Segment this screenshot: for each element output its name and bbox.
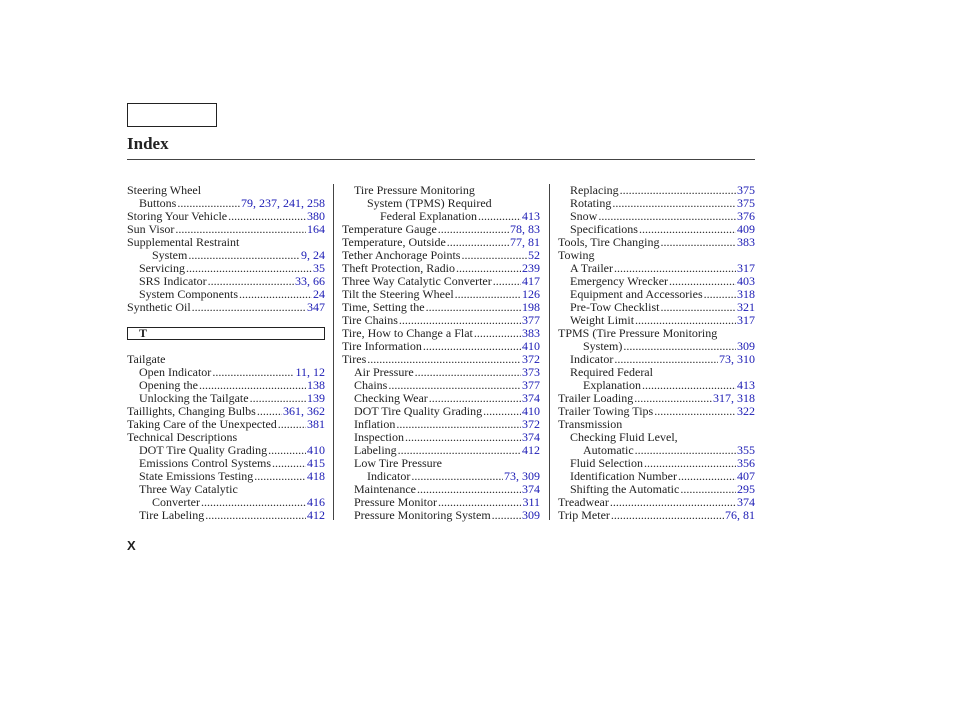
- page-reference-link[interactable]: 295: [737, 482, 755, 496]
- index-entry-label: Inflation: [354, 417, 396, 431]
- index-entry-label: Pressure Monitoring System: [354, 508, 491, 522]
- page-reference-link[interactable]: 318: [737, 287, 755, 301]
- page-reference-link[interactable]: 383: [737, 235, 755, 249]
- page-reference-link[interactable]: 377: [522, 378, 540, 392]
- page-reference-link[interactable]: 415: [307, 456, 325, 470]
- index-entry-label: Temperature, Outside: [342, 235, 446, 249]
- leader-dots: [415, 366, 521, 379]
- leader-dots: [201, 496, 306, 509]
- page-title: Index: [127, 134, 169, 153]
- leader-dots: [620, 184, 736, 197]
- index-entry-label: Labeling: [354, 443, 397, 457]
- page-reference-link[interactable]: 309: [522, 508, 540, 522]
- page-reference-link[interactable]: 317: [737, 313, 755, 327]
- index-entry-label: Towing: [558, 248, 595, 262]
- leader-dots: [411, 470, 503, 483]
- index-entry-label: SRS Indicator: [139, 274, 207, 288]
- index-entry-label: Three Way Catalytic Converter: [342, 274, 492, 288]
- chapter-tab-box: [127, 103, 217, 127]
- index-entry-label: Rotating: [570, 196, 612, 210]
- index-entry-label: Tire Labeling: [139, 508, 205, 522]
- index-column-2: [342, 184, 540, 522]
- page-reference-link[interactable]: 410: [522, 339, 540, 353]
- page-reference-link[interactable]: 418: [307, 469, 325, 483]
- page-reference-link[interactable]: 380: [307, 209, 325, 223]
- page-reference-link[interactable]: 164: [307, 222, 325, 236]
- index-entry-label: Open Indicator: [139, 365, 212, 379]
- index-entry: [127, 509, 325, 522]
- page-reference-link[interactable]: 139: [307, 391, 325, 405]
- index-entry-label: Maintenance: [354, 482, 416, 496]
- page-reference-link[interactable]: 11, 12: [295, 365, 325, 379]
- column-divider: [549, 184, 550, 520]
- index-entry-label: Servicing: [139, 261, 185, 275]
- leader-dots: [661, 236, 736, 249]
- leader-dots: [635, 444, 736, 457]
- index-column-3: [558, 184, 755, 522]
- leader-dots: [272, 457, 306, 470]
- page-reference-link[interactable]: 412: [307, 508, 325, 522]
- page-reference-link[interactable]: 374: [522, 391, 540, 405]
- page-reference-link[interactable]: 35: [313, 261, 325, 275]
- page-reference-link[interactable]: 356: [737, 456, 755, 470]
- index-entry-label: Tether Anchorage Points: [342, 248, 461, 262]
- page-reference-link[interactable]: 9, 24: [301, 248, 325, 262]
- page-reference-link[interactable]: 377: [522, 313, 540, 327]
- leader-dots: [405, 431, 521, 444]
- page-reference-link[interactable]: 372: [522, 417, 540, 431]
- leader-dots: [205, 509, 306, 522]
- index-entry-label: Taillights, Changing Bulbs: [127, 404, 256, 418]
- index-entry: [558, 509, 755, 522]
- index-entry-label: Indicator: [367, 469, 411, 483]
- page-reference-link[interactable]: 52: [528, 248, 540, 262]
- index-entry-label: Unlocking the Tailgate: [139, 391, 249, 405]
- leader-dots: [188, 249, 300, 262]
- index-entry-label: System (TPMS) Required: [367, 196, 492, 210]
- index-entry-label: Trailer Loading: [558, 391, 634, 405]
- title-divider: [127, 159, 755, 160]
- index-entry-label: Pre-Tow Checklist: [570, 300, 660, 314]
- index-entry-label: Chains: [354, 378, 388, 392]
- page-reference-link[interactable]: 375: [737, 183, 755, 197]
- index-entry-label: Treadwear: [558, 495, 609, 509]
- page-reference-link[interactable]: 317: [737, 261, 755, 275]
- index-entry-label: Storing Your Vehicle: [127, 209, 228, 223]
- index-entry-label: Tire Information: [342, 339, 422, 353]
- index-entry-label: Checking Fluid Level,: [570, 430, 678, 444]
- page-reference-link[interactable]: 239: [522, 261, 540, 275]
- page-reference-link[interactable]: 355: [737, 443, 755, 457]
- index-entry-label: Tire Pressure Monitoring: [354, 183, 475, 197]
- page-footer-mark: X: [127, 538, 136, 553]
- index-entry-label: Required Federal: [570, 365, 653, 379]
- leader-dots: [704, 288, 736, 301]
- index-entry-label: Emergency Wrecker: [570, 274, 669, 288]
- index-entry-label: Fluid Selection: [570, 456, 643, 470]
- leader-dots: [612, 197, 736, 210]
- page-reference-link[interactable]: 321: [737, 300, 755, 314]
- page-reference-link[interactable]: 410: [307, 443, 325, 457]
- index-entry-label: Identification Number: [570, 469, 677, 483]
- page-reference-link[interactable]: 76, 81: [725, 508, 755, 522]
- leader-dots: [493, 275, 521, 288]
- leader-dots: [492, 509, 521, 522]
- index-entry-label: Temperature Gauge: [342, 222, 437, 236]
- leader-dots: [426, 301, 521, 314]
- index-entry-label: DOT Tire Quality Grading: [139, 443, 268, 457]
- leader-dots: [438, 223, 509, 236]
- index-entry-label: Trailer Towing Tips: [558, 404, 654, 418]
- index-entry-label: Weight Limit: [570, 313, 635, 327]
- index-entry-label: Tires: [342, 352, 367, 366]
- index-entry: [127, 301, 325, 314]
- page-reference-link[interactable]: 198: [522, 300, 540, 314]
- index-entry-label: Air Pressure: [354, 365, 414, 379]
- page-reference-link[interactable]: 381: [307, 417, 325, 431]
- index-entry-label: Buttons: [139, 196, 177, 210]
- page-reference-link[interactable]: 73, 309: [504, 469, 540, 483]
- leader-dots: [461, 249, 527, 262]
- page-reference-link[interactable]: 407: [737, 469, 755, 483]
- page-reference-link[interactable]: 410: [522, 404, 540, 418]
- page-reference-link[interactable]: 409: [737, 222, 755, 236]
- page-reference-link[interactable]: 383: [522, 326, 540, 340]
- index-entry-label: Sun Visor: [127, 222, 175, 236]
- index-entry-label: Theft Protection, Radio: [342, 261, 455, 275]
- index-entry-label: Shifting the Automatic: [570, 482, 680, 496]
- leader-dots: [192, 301, 306, 314]
- index-entry-label: Transmission: [558, 417, 623, 431]
- index-entry: [342, 340, 540, 353]
- index-entry-label: Tire, How to Change a Flat: [342, 326, 473, 340]
- index-entry-label: Specifications: [570, 222, 638, 236]
- index-entry: [342, 509, 540, 522]
- column-divider: [333, 184, 334, 520]
- index-entry-label: DOT Tire Quality Grading: [354, 404, 483, 418]
- index-entry-label: System: [152, 248, 188, 262]
- page-reference-link[interactable]: 372: [522, 352, 540, 366]
- index-entry-label: Technical Descriptions: [127, 430, 238, 444]
- page-reference-link[interactable]: 373: [522, 365, 540, 379]
- index-entry-label: Emissions Control Systems: [139, 456, 272, 470]
- leader-dots: [212, 366, 294, 379]
- index-entry-label: Inspection: [354, 430, 404, 444]
- page-reference-link[interactable]: 412: [522, 443, 540, 457]
- page-reference-link[interactable]: 73, 310: [719, 352, 755, 366]
- index-entry-label: A Trailer: [570, 261, 614, 275]
- page-reference-link[interactable]: 413: [737, 378, 755, 392]
- leader-dots: [455, 288, 521, 301]
- index-entry-label: TPMS (Tire Pressure Monitoring: [558, 326, 718, 340]
- page-reference-link[interactable]: 33, 66: [295, 274, 325, 288]
- page-reference-link[interactable]: 309: [737, 339, 755, 353]
- index-entry-label: Tailgate: [127, 352, 166, 366]
- index-entry-label: System Components: [139, 287, 239, 301]
- index-entry-label: Equipment and Accessories: [570, 287, 703, 301]
- page-reference-link[interactable]: 317, 318: [713, 391, 755, 405]
- leader-dots: [254, 470, 306, 483]
- leader-dots: [228, 210, 306, 223]
- page-reference-link[interactable]: 375: [737, 196, 755, 210]
- index-entry-label: Indicator: [570, 352, 614, 366]
- page-reference-link[interactable]: 78, 83: [510, 222, 540, 236]
- leader-dots: [239, 288, 312, 301]
- index-entry-label: Supplemental Restraint: [127, 235, 240, 249]
- index-entry-label: Synthetic Oil: [127, 300, 191, 314]
- page-reference-link[interactable]: 322: [737, 404, 755, 418]
- index-entry-label: Checking Wear: [354, 391, 428, 405]
- page-reference-link[interactable]: 376: [737, 209, 755, 223]
- index-entry-label: Federal Explanation: [380, 209, 477, 223]
- index-entry-label: Explanation: [583, 378, 641, 392]
- index-entry-label: Tools, Tire Changing: [558, 235, 660, 249]
- page-reference-link[interactable]: 416: [307, 495, 325, 509]
- page-reference-link[interactable]: 374: [522, 430, 540, 444]
- leader-dots: [678, 470, 736, 483]
- index-entry-label: Converter: [152, 495, 200, 509]
- index-entry-label: Snow: [570, 209, 598, 223]
- index-entry-label: Time, Setting the: [342, 300, 425, 314]
- index-entry-label: Trip Meter: [558, 508, 610, 522]
- page-reference-link[interactable]: 24: [313, 287, 325, 301]
- index-entry-label: Taking Care of the Unexpected: [127, 417, 277, 431]
- page-reference-link[interactable]: 79, 237, 241, 258: [241, 196, 325, 210]
- index-entry-label: Replacing: [570, 183, 619, 197]
- spacer: [127, 314, 325, 327]
- page-reference-link[interactable]: 138: [307, 378, 325, 392]
- leader-dots: [660, 301, 736, 314]
- leader-dots: [680, 483, 736, 496]
- leader-dots: [396, 418, 521, 431]
- index-entry-label: Three Way Catalytic: [139, 482, 238, 496]
- leader-dots: [278, 418, 306, 431]
- section-letter-box: T: [127, 327, 325, 340]
- index-entry-label: State Emissions Testing: [139, 469, 254, 483]
- index-entry-label: Automatic: [583, 443, 634, 457]
- page-reference-link[interactable]: 311: [522, 495, 540, 509]
- index-entry-label: Pressure Monitor: [354, 495, 437, 509]
- page-reference-link[interactable]: 347: [307, 300, 325, 314]
- index-entry-label: Low Tire Pressure: [354, 456, 443, 470]
- index-entry-label: Opening the: [139, 378, 198, 392]
- page-reference-link[interactable]: 417: [522, 274, 540, 288]
- page-reference-link[interactable]: 403: [737, 274, 755, 288]
- page-reference-link[interactable]: 374: [737, 495, 755, 509]
- index-entry-label: Tire Chains: [342, 313, 398, 327]
- leader-dots: [483, 405, 521, 418]
- index-entry-label: System): [583, 339, 623, 353]
- leader-dots: [423, 340, 521, 353]
- leader-dots: [474, 327, 521, 340]
- page-reference-link[interactable]: 413: [522, 209, 540, 223]
- page-reference-link[interactable]: 77, 81: [510, 235, 540, 249]
- leader-dots: [611, 509, 724, 522]
- index-entry-label: Tilt the Steering Wheel: [342, 287, 454, 301]
- page-reference-link[interactable]: 374: [522, 482, 540, 496]
- index-column-1: [127, 184, 325, 522]
- leader-dots: [268, 444, 306, 457]
- leader-dots: [610, 496, 736, 509]
- page-reference-link[interactable]: 361, 362: [283, 404, 325, 418]
- page-reference-link[interactable]: 126: [522, 287, 540, 301]
- index-entry-label: Steering Wheel: [127, 183, 202, 197]
- leader-dots: [654, 405, 736, 418]
